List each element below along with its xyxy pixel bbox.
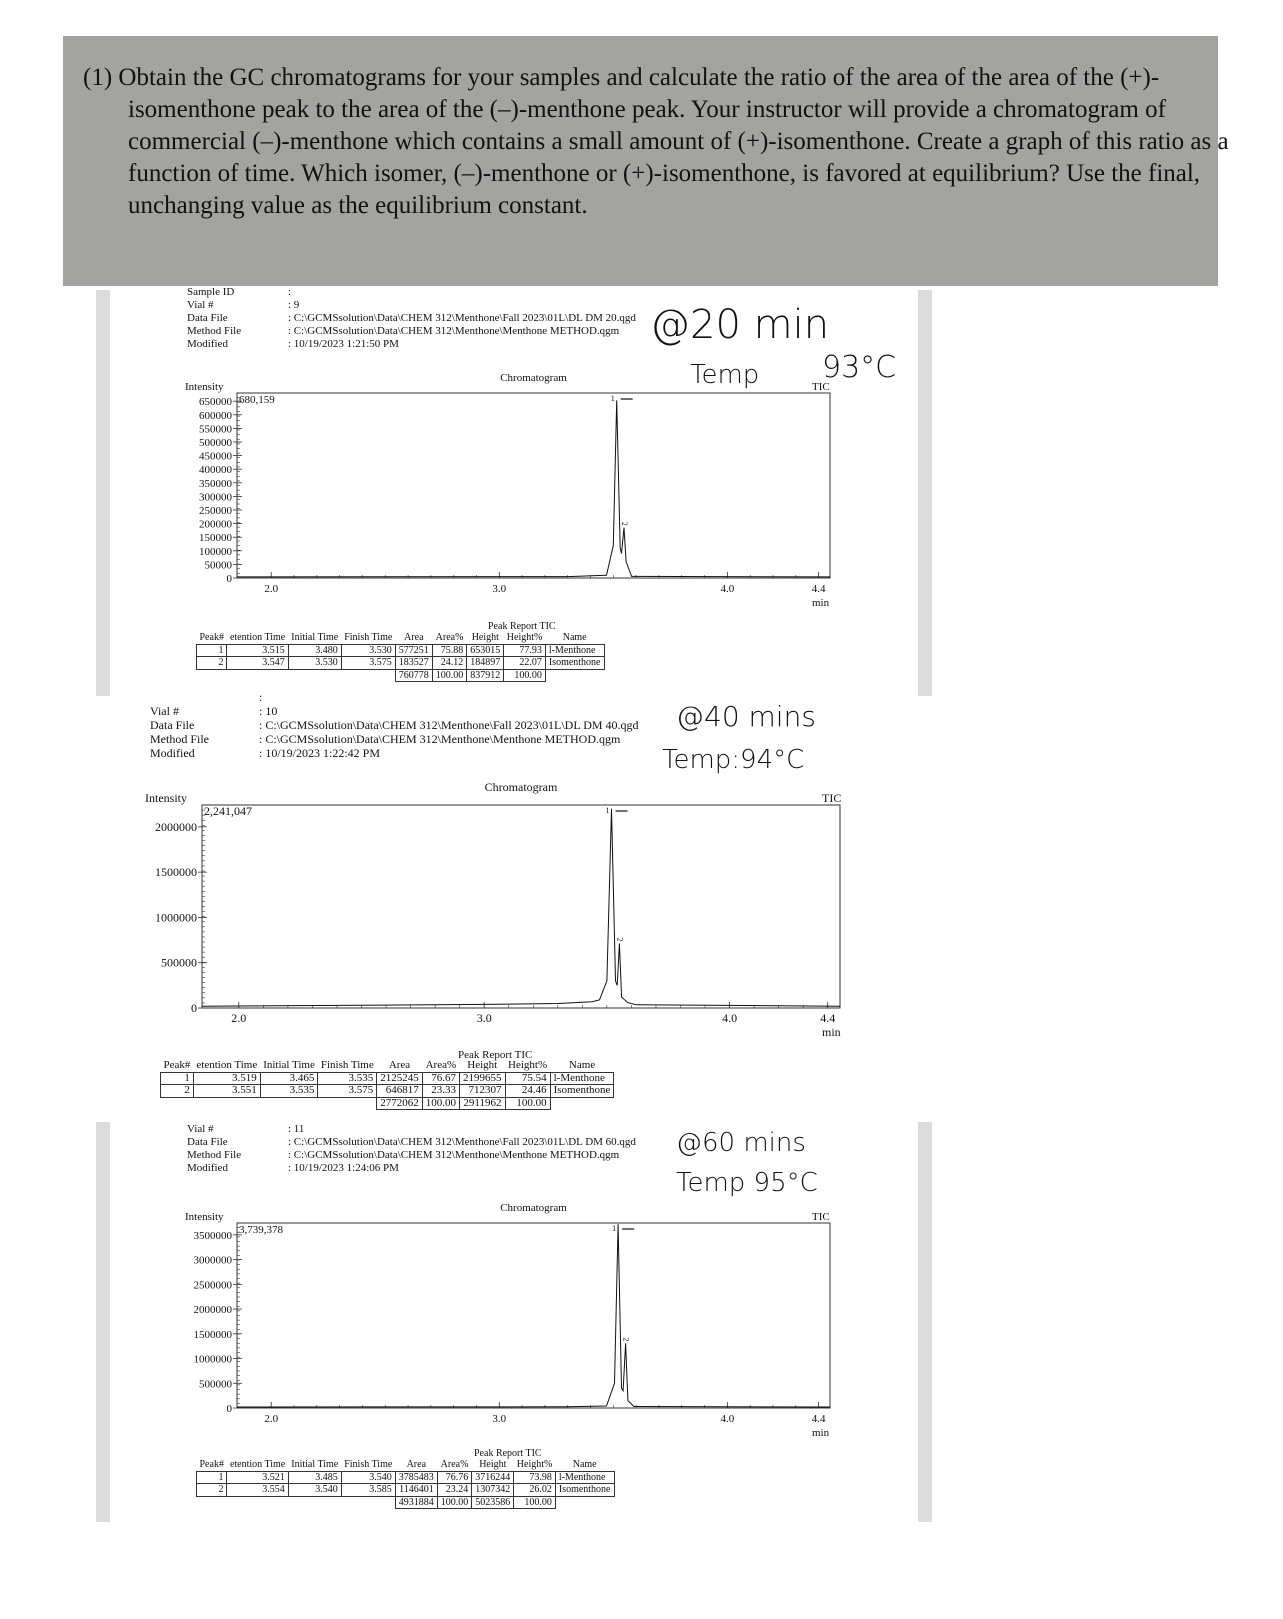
column-header: Area: [406, 1459, 427, 1470]
total-height-percent-cell: 100.00: [504, 669, 546, 682]
y-tick-label: 0: [191, 1001, 197, 1015]
tic-trace: [237, 1224, 830, 1407]
column-header: Area%: [425, 1059, 457, 1071]
initial-time-cell: 3.540: [288, 1484, 341, 1497]
max-intensity-label: 2,241,047: [204, 804, 252, 818]
table-row: [197, 644, 605, 657]
peak-1-label: 1: [610, 394, 615, 403]
retention-time-cell: 3.515: [227, 644, 288, 657]
column-header: etention Time: [229, 1459, 286, 1470]
totals-row: [161, 1097, 614, 1110]
totals-row: [197, 1496, 615, 1509]
compound-name-cell: l-Menthone: [545, 644, 604, 657]
y-tick-label: 2000000: [193, 1304, 232, 1317]
finish-time-cell: 3.575: [341, 657, 395, 670]
column-header: etention Time: [196, 1059, 258, 1071]
area-cell: 2125245: [377, 1072, 423, 1085]
total-area-percent-cell: 100.00: [432, 669, 467, 682]
plot-frame: [202, 805, 840, 1008]
peak-number-cell: 2: [161, 1085, 194, 1098]
y-axis-label: Intensity: [185, 381, 224, 393]
blank-cell: [227, 1496, 288, 1509]
initial-time-cell: 3.535: [260, 1085, 318, 1098]
column-header: Height: [471, 632, 499, 643]
peak-number-cell: 1: [161, 1072, 194, 1085]
area-percent-cell: 75.88: [432, 644, 467, 657]
sample-metadata-2: [150, 690, 670, 773]
chromatogram-chart-1: [150, 365, 850, 615]
max-intensity-label: 680,159: [239, 394, 275, 406]
retention-time-cell: 3.547: [227, 657, 288, 670]
x-tick-label: 4.4: [820, 1011, 836, 1025]
y-tick-label: 350000: [199, 477, 232, 490]
y-tick-label: 150000: [199, 532, 232, 545]
handwritten-time-note-2: @40 mins: [676, 700, 816, 733]
column-header: Height: [479, 1459, 507, 1470]
plot-frame: [237, 1223, 830, 1408]
column-header: Initial Time: [291, 1459, 339, 1470]
height-percent-cell: 22.07: [504, 657, 546, 670]
y-tick-label: 500000: [199, 1378, 232, 1391]
tic-trace: [202, 809, 840, 1007]
data-file-value: : C:\GCMSsolution\Data\CHEM 312\Menthone\Fall 2023\01L\DL DM 20.qgd: [288, 312, 636, 324]
y-axis-label: Intensity: [185, 1211, 224, 1223]
total-area-cell: 760778: [395, 669, 432, 682]
peak-1-label: 1: [605, 806, 610, 815]
column-header: Peak#: [199, 1459, 224, 1470]
totals-row: [197, 669, 605, 682]
modified-value: : 10/19/2023 1:22:42 PM: [259, 746, 381, 760]
method-file-label: Method File: [150, 732, 209, 746]
sample-id-value: :: [259, 690, 263, 704]
blank-cell: [318, 1097, 377, 1110]
x-tick-label: 4.0: [720, 1413, 735, 1425]
method-file-label: Method File: [187, 325, 242, 337]
blank-cell: [193, 1097, 260, 1110]
compound-name-cell: Isomenthone: [545, 657, 604, 670]
plot-frame: [237, 393, 830, 578]
column-header: Height: [467, 1059, 498, 1071]
peak-number-cell: 1: [197, 1471, 227, 1484]
finish-time-cell: 3.540: [341, 1471, 395, 1484]
tic-trace: [237, 400, 830, 577]
total-height-percent-cell: 100.00: [514, 1496, 556, 1509]
table-row: [197, 1484, 615, 1497]
peak-report-table-3: [196, 1459, 615, 1509]
table-row: [161, 1085, 614, 1098]
peak-number-cell: 1: [197, 644, 227, 657]
y-tick-label: 250000: [199, 505, 232, 518]
y-tick-label: 0: [226, 1403, 232, 1415]
blank-cell: [545, 669, 604, 682]
total-area-percent-cell: 100.00: [437, 1496, 472, 1509]
method-file-value: : C:\GCMSsolution\Data\CHEM 312\Menthone\Menthone METHOD.qgm: [288, 1149, 620, 1161]
method-file-value: : C:\GCMSsolution\Data\CHEM 312\Menthone\Menthone METHOD.qgm: [288, 325, 620, 337]
y-tick-label: 400000: [199, 464, 232, 477]
chromatogram-chart-2: [110, 775, 850, 1047]
total-area-cell: 2772062: [377, 1097, 423, 1110]
data-file-label: Data File: [187, 1136, 228, 1148]
blank-cell: [341, 1496, 395, 1509]
retention-time-cell: 3.521: [227, 1471, 288, 1484]
blank-cell: [197, 1496, 227, 1509]
data-file-label: Data File: [187, 312, 228, 324]
table-row: [197, 1471, 615, 1484]
vial-value: : 11: [288, 1123, 305, 1135]
column-header: Height%: [506, 632, 543, 643]
peak-2-label: 2: [615, 937, 625, 942]
chromatogram-chart-3: [150, 1195, 850, 1445]
area-percent-cell: 24.12: [432, 657, 467, 670]
y-tick-label: 600000: [199, 409, 232, 422]
modified-label: Modified: [187, 338, 228, 350]
y-tick-label: 200000: [199, 518, 232, 531]
peak-number-cell: 2: [197, 1484, 227, 1497]
sample-metadata-3: [187, 1123, 707, 1183]
sample-id-label: Sample ID: [187, 286, 235, 298]
y-tick-label: 1500000: [155, 865, 197, 880]
y-tick-label: 2500000: [193, 1279, 232, 1292]
initial-time-cell: 3.480: [288, 644, 341, 657]
modified-value: : 10/19/2023 1:21:50 PM: [288, 338, 399, 350]
retention-time-cell: 3.554: [227, 1484, 288, 1497]
peak-report-title-3: Peak Report TIC: [474, 1448, 542, 1459]
x-tick-label: 4.4: [811, 583, 826, 595]
y-tick-label: 650000: [199, 396, 232, 409]
column-header: Finish Time: [344, 632, 393, 643]
column-header: Name: [568, 1059, 596, 1071]
y-tick-label: 1500000: [193, 1328, 232, 1341]
sample-id-value: :: [288, 286, 292, 298]
y-tick-label: 50000: [204, 559, 232, 572]
blank-cell: [550, 1097, 614, 1110]
area-cell: 183527: [395, 657, 432, 670]
legend-tic: TIC: [812, 381, 830, 393]
y-tick-label: 0: [226, 573, 232, 585]
retention-time-cell: 3.519: [193, 1072, 260, 1085]
total-height-cell: 5023586: [472, 1496, 514, 1509]
peak-2-label: 2: [620, 521, 630, 526]
vial-value: : 10: [259, 704, 278, 718]
peak-report-title-2: Peak Report TIC: [458, 1049, 533, 1061]
x-tick-label: 3.0: [476, 1011, 492, 1025]
peak-number-cell: 2: [197, 657, 227, 670]
table-header-row: [161, 1060, 614, 1072]
vial-value: : 9: [288, 299, 300, 311]
handwritten-time-note-3: @60 mins: [676, 1128, 806, 1158]
total-area-cell: 4931884: [395, 1496, 437, 1509]
blank-cell: [161, 1097, 194, 1110]
table-header-row: [197, 1459, 615, 1471]
modified-label: Modified: [187, 1162, 228, 1174]
height-percent-cell: 77.93: [504, 644, 546, 657]
column-header: Name: [572, 1459, 597, 1470]
method-file-label: Method File: [187, 1149, 242, 1161]
finish-time-cell: 3.535: [318, 1072, 377, 1085]
retention-time-cell: 3.551: [193, 1085, 260, 1098]
blank-cell: [288, 669, 341, 682]
table-header-row: [197, 632, 605, 644]
area-cell: 3785483: [395, 1471, 437, 1484]
peak-report-title-1: Peak Report TIC: [488, 621, 556, 632]
column-header: Area%: [440, 1459, 469, 1470]
total-area-percent-cell: 100.00: [422, 1097, 459, 1110]
chart-title: Chromatogram: [500, 1202, 567, 1214]
handwritten-temp-note-3: Temp 95°C: [676, 1168, 818, 1198]
x-tick-label: 4.0: [720, 583, 735, 595]
x-tick-label: 2.0: [264, 1413, 279, 1425]
vial-label: Vial #: [187, 299, 214, 311]
data-file-value: : C:\GCMSsolution\Data\CHEM 312\Menthone\Fall 2023\01L\DL DM 40.qgd: [259, 718, 639, 732]
compound-name-cell: Isomenthone: [555, 1484, 614, 1497]
area-percent-cell: 23.24: [437, 1484, 472, 1497]
height-cell: 2199655: [460, 1072, 506, 1085]
y-tick-label: 100000: [199, 545, 232, 558]
area-percent-cell: 76.67: [422, 1072, 459, 1085]
x-axis-label: min: [812, 597, 830, 609]
column-header: Height%: [508, 1059, 548, 1071]
area-percent-cell: 23.33: [422, 1085, 459, 1098]
y-tick-label: 500000: [199, 437, 232, 450]
height-percent-cell: 73.98: [514, 1471, 556, 1484]
blank-cell: [341, 669, 395, 682]
height-cell: 184897: [467, 657, 504, 670]
legend-tic: TIC: [812, 1211, 830, 1223]
blank-cell: [227, 669, 288, 682]
initial-time-cell: 3.465: [260, 1072, 318, 1085]
height-cell: 1307342: [472, 1484, 514, 1497]
total-height-cell: 2911962: [460, 1097, 506, 1110]
y-tick-label: 500000: [161, 955, 197, 970]
area-cell: 1146401: [395, 1484, 437, 1497]
peak-report-table-2: [160, 1060, 614, 1110]
height-percent-cell: 75.54: [505, 1072, 550, 1085]
height-percent-cell: 26.02: [514, 1484, 556, 1497]
y-tick-label: 300000: [199, 491, 232, 504]
area-cell: 577251: [395, 644, 432, 657]
y-tick-label: 550000: [199, 423, 232, 436]
column-header: Finish Time: [320, 1059, 374, 1071]
peak-report-table-1: [196, 632, 605, 682]
blank-cell: [197, 669, 227, 682]
method-file-value: : C:\GCMSsolution\Data\CHEM 312\Menthone\Menthone METHOD.qgm: [259, 732, 621, 746]
vial-label: Vial #: [150, 704, 179, 718]
area-cell: 646817: [377, 1085, 423, 1098]
max-intensity-label: 3,739,378: [239, 1224, 283, 1236]
height-cell: 712307: [460, 1085, 506, 1098]
column-header: Name: [562, 632, 587, 643]
compound-name-cell: l-Menthone: [555, 1471, 614, 1484]
x-tick-label: 2.0: [264, 583, 279, 595]
initial-time-cell: 3.530: [288, 657, 341, 670]
modified-value: : 10/19/2023 1:24:06 PM: [288, 1162, 399, 1174]
chart-title: Chromatogram: [500, 372, 567, 384]
y-tick-label: 3500000: [193, 1229, 232, 1242]
height-cell: 3716244: [472, 1471, 514, 1484]
column-header: Area%: [435, 632, 464, 643]
y-tick-label: 450000: [199, 450, 232, 463]
vial-label: Vial #: [187, 1123, 214, 1135]
total-height-percent-cell: 100.00: [505, 1097, 550, 1110]
compound-name-cell: l-Menthone: [550, 1072, 614, 1085]
peak-2-label: 2: [621, 1337, 631, 1342]
x-tick-label: 4.0: [722, 1011, 738, 1025]
finish-time-cell: 3.585: [341, 1484, 395, 1497]
column-header: Initial Time: [263, 1059, 315, 1071]
y-tick-label: 3000000: [193, 1254, 232, 1267]
column-header: Finish Time: [344, 1459, 393, 1470]
height-percent-cell: 24.46: [505, 1085, 550, 1098]
handwritten-temp-value-1: 93°C: [822, 350, 897, 385]
column-header: etention Time: [229, 632, 286, 643]
column-header: Initial Time: [291, 632, 339, 643]
y-tick-label: 2000000: [155, 819, 197, 834]
blank-cell: [260, 1097, 318, 1110]
initial-time-cell: 3.485: [288, 1471, 341, 1484]
question-box: [63, 36, 1229, 286]
column-header: Peak#: [163, 1059, 191, 1071]
x-tick-label: 3.0: [492, 1413, 507, 1425]
blank-cell: [288, 1496, 341, 1509]
column-header: Area: [404, 632, 424, 643]
y-tick-label: 1000000: [193, 1353, 232, 1366]
x-tick-label: 4.4: [811, 1413, 826, 1425]
x-tick-label: 2.0: [231, 1011, 247, 1025]
handwritten-time-note-1: @20 min: [650, 302, 830, 348]
chart-title: Chromatogram: [484, 780, 558, 794]
legend-tic: TIC: [822, 791, 842, 805]
column-header: Height%: [516, 1459, 553, 1470]
area-percent-cell: 76.76: [437, 1471, 472, 1484]
question-text: (1) Obtain the GC chromatograms for your samples and calculate the ratio of the area of the area of the (+)-isomenthone peak to the area of the (–)-menthone peak. Your instructor will provide a chromatogram of commercial (–)-menthone which contains a small amount of (+)-isomenthone. Create a graph of this ratio as a function of time. Which isomer, (–)-menthone or (+)-isomenthone, is favored at equilibrium? Use the final, unchanging value as the equilibrium constant.: [83, 64, 1229, 219]
x-tick-label: 3.0: [492, 583, 507, 595]
modified-label: Modified: [150, 746, 195, 760]
total-height-cell: 837912: [467, 669, 504, 682]
blank-cell: [555, 1496, 614, 1509]
table-row: [197, 657, 605, 670]
y-axis-label: Intensity: [145, 791, 187, 805]
finish-time-cell: 3.530: [341, 644, 395, 657]
data-file-label: Data File: [150, 718, 195, 732]
x-axis-label: min: [822, 1025, 841, 1039]
sample-metadata-1: [187, 286, 707, 356]
compound-name-cell: Isomenthone: [550, 1085, 614, 1098]
finish-time-cell: 3.575: [318, 1085, 377, 1098]
x-axis-label: min: [812, 1427, 830, 1439]
y-tick-label: 1000000: [155, 910, 197, 925]
handwritten-temp-note-2: Temp:94°C: [662, 745, 805, 775]
column-header: Peak#: [199, 632, 224, 643]
height-cell: 653015: [467, 644, 504, 657]
column-header: Area: [388, 1059, 411, 1071]
data-file-value: : C:\GCMSsolution\Data\CHEM 312\Menthone\Fall 2023\01L\DL DM 60.qgd: [288, 1136, 636, 1148]
peak-1-label: 1: [612, 1224, 617, 1233]
handwritten-temp-label-1: Temp: [690, 360, 760, 390]
table-row: [161, 1072, 614, 1085]
